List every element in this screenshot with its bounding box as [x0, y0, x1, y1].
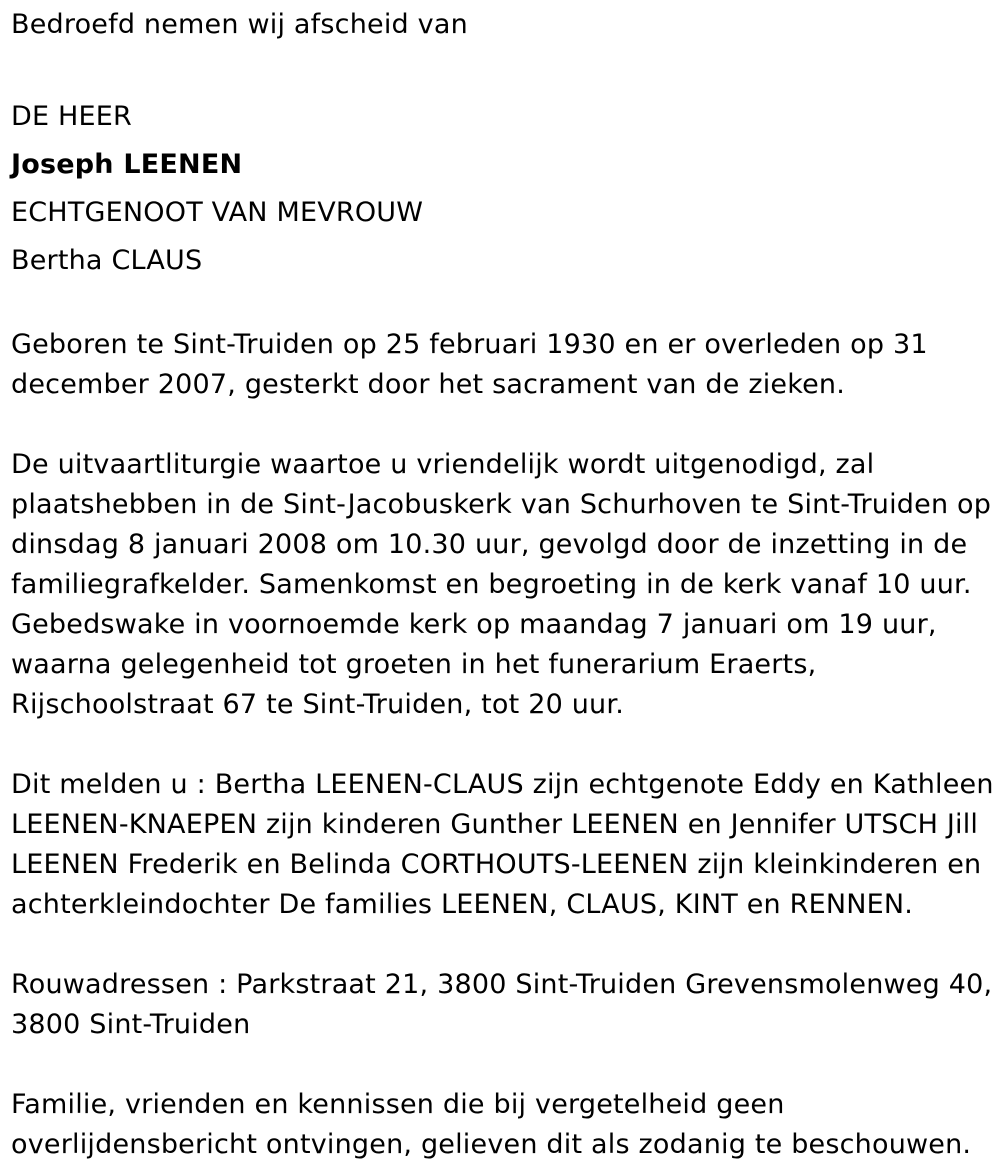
paragraph-line: waarna gelegenheid tot groeten in het funerarium Eraerts, [11, 649, 817, 680]
paragraph-line: dinsdag 8 januari 2008 om 10.30 uur, gevolgd door de inzetting in de [11, 529, 968, 560]
paragraph-line: Rouwadressen : Parkstraat 21, 3800 Sint-Truiden Grevensmolenweg 40, [11, 969, 993, 1000]
paragraph-line: De uitvaartliturgie waartoe u vriendelijk wordt uitgenodigd, zal [11, 449, 875, 480]
paragraph-line: familiegrafkelder. Samenkomst en begroeting in de kerk vanaf 10 uur. [11, 569, 972, 600]
closing-paragraph [11, 1085, 986, 1165]
announcers-paragraph [11, 765, 994, 925]
paragraph-line: december 2007, gesterkt door het sacrament van de zieken. [11, 369, 846, 400]
paragraph-line: Gebedswake in voornoemde kerk op maandag 7 januari om 19 uur, [11, 609, 937, 640]
paragraph-gap [11, 925, 986, 965]
deceased-name: Joseph LEENEN [11, 149, 243, 180]
paragraph-line: overlijdensbericht ontvingen, gelieven dit als zodanig te beschouwen. [11, 1129, 972, 1160]
paragraph-line: Dit melden u : Bertha LEENEN-CLAUS zijn echtgenote Eddy en Kathleen [11, 769, 994, 800]
spouse-label: ECHTGENOOT VAN MEVROUW [11, 197, 424, 228]
paragraph-gap [11, 405, 986, 445]
paragraph-line: Rijschoolstraat 67 te Sint-Truiden, tot 20 uur. [11, 689, 624, 720]
paragraph-line: achterkleindochter De families LEENEN, CLAUS, KINT en RENNEN. [11, 889, 914, 920]
addresses-paragraph [11, 965, 993, 1045]
spouse-name: Bertha CLAUS [11, 245, 203, 276]
funeral-paragraph [11, 445, 992, 725]
intro-line: Bedroefd nemen wij afscheid van [11, 9, 468, 40]
paragraph-line: LEENEN Frederik en Belinda CORTHOUTS-LEENEN zijn kleinkinderen en [11, 849, 982, 880]
paragraph-gap [11, 1045, 986, 1085]
paragraph-line: plaatshebben in de Sint-Jacobuskerk van Schurhoven te Sint-Truiden op [11, 489, 992, 520]
paragraph-line: Geboren te Sint-Truiden op 25 februari 1930 en er overleden op 31 [11, 329, 928, 360]
obituary-text [11, 5, 994, 1165]
birth-death-paragraph [11, 325, 986, 405]
paragraph-line: 3800 Sint-Truiden [11, 1009, 251, 1040]
paragraph-gap [11, 285, 986, 325]
paragraph-line: LEENEN-KNAEPEN zijn kinderen Gunther LEENEN en Jennifer UTSCH Jill [11, 809, 979, 840]
title-line: DE HEER [11, 101, 133, 132]
paragraph-line: Familie, vrienden en kennissen die bij vergetelheid geen [11, 1089, 785, 1120]
paragraph-gap [11, 725, 986, 765]
